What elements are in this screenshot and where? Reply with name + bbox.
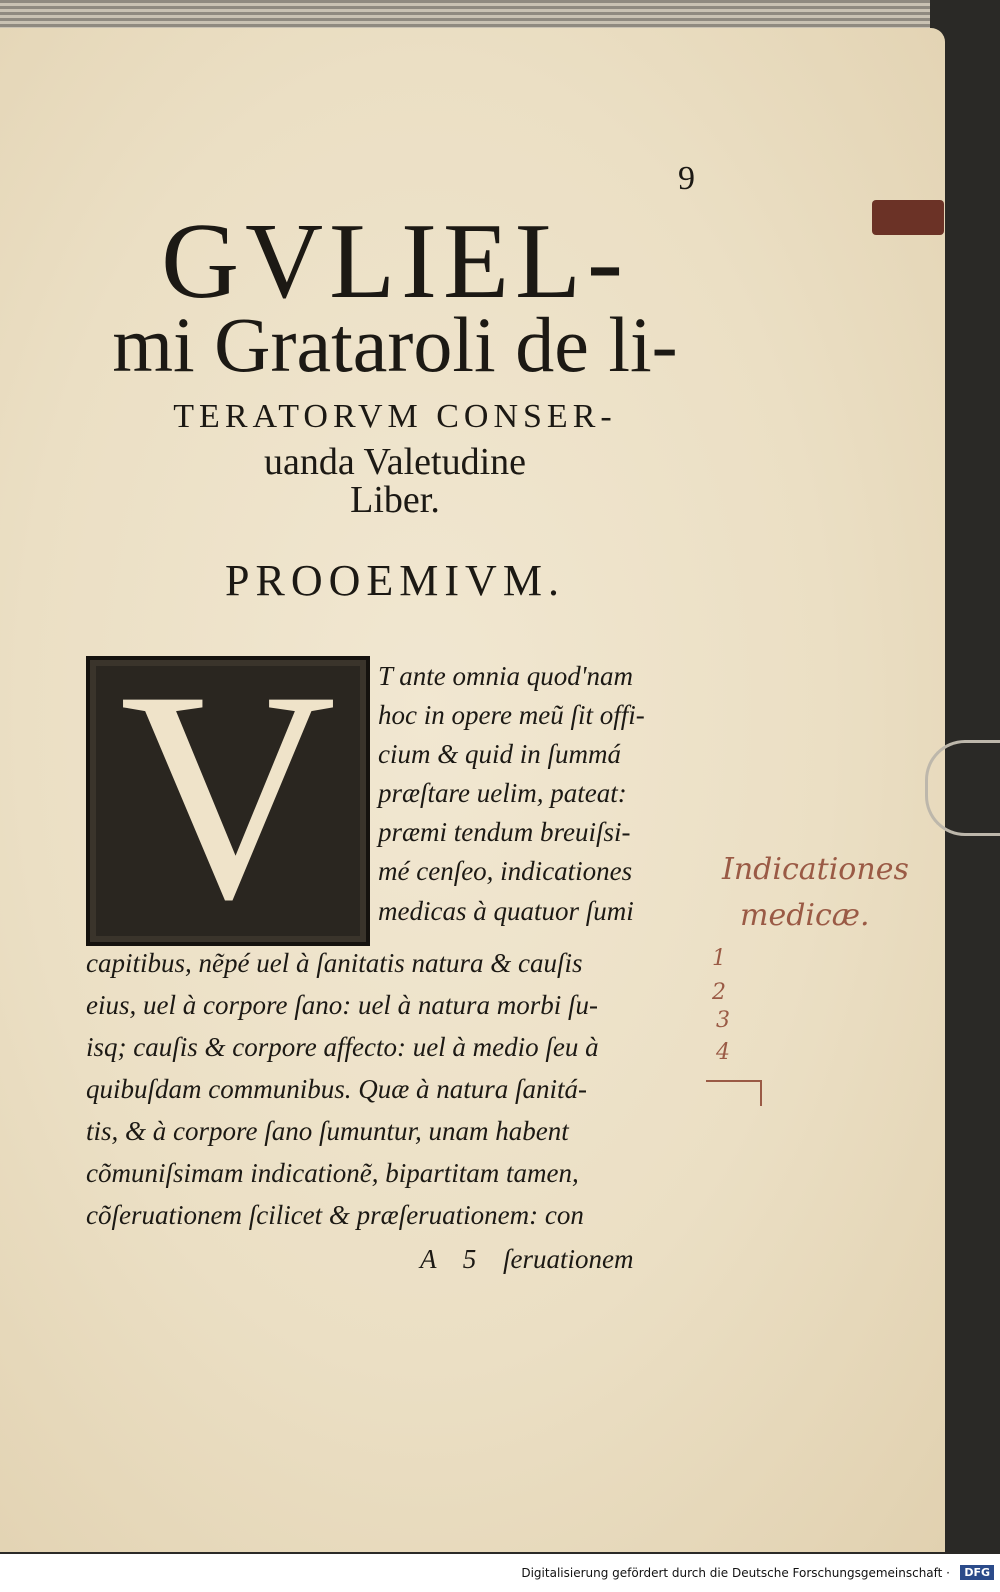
text-line: cium & quid in ſummá bbox=[378, 739, 621, 769]
margin-note-line: Indicationes bbox=[722, 852, 909, 887]
text-line: mé cenſeo, indicationes bbox=[378, 856, 633, 886]
text-line: eius, uel à corpore ſano: uel à natura morbi ſu- bbox=[86, 990, 598, 1020]
text-line: quibuſdam communibus. Quæ à natura ſanitá- bbox=[86, 1074, 588, 1104]
title-line-3: TERATORVM CONSER- bbox=[173, 398, 617, 435]
signature-and-catchword: A 5 ſeruationem bbox=[420, 1244, 634, 1274]
footer-credit: Digitalisierung gefördert durch die Deutsche Forschungsgemeinschaft · bbox=[521, 1566, 950, 1580]
bookmark-tab bbox=[872, 200, 944, 235]
text-line: T ante omnia quod'nam bbox=[378, 661, 634, 691]
text-line: isq; cauſis & corpore affecto: uel à medio ſeu à bbox=[86, 1032, 599, 1062]
margin-number: 4 bbox=[716, 1040, 730, 1065]
section-heading: PROOEMIVM. bbox=[225, 556, 565, 605]
signature-mark: 9 bbox=[678, 160, 695, 197]
margin-number: 3 bbox=[716, 1008, 730, 1033]
text-line: cõmuniſsimam indicationẽ, bipartitam tamen, bbox=[86, 1158, 579, 1188]
text-line: hoc in opere meũ ſit offi- bbox=[378, 700, 645, 730]
text-line: præſtare uelim, pateat: bbox=[378, 778, 627, 808]
initial-letter: V bbox=[119, 629, 337, 961]
margin-bracket bbox=[706, 1080, 762, 1082]
margin-note-line: medicæ. bbox=[740, 898, 870, 933]
title-line-4: uanda Valetudine bbox=[263, 441, 527, 483]
margin-bracket bbox=[760, 1080, 762, 1106]
margin-number: 2 bbox=[712, 980, 726, 1005]
text-line: cõſeruationem ſcilicet & præſeruationem: con bbox=[86, 1200, 584, 1230]
text-line: tis, & à corpore ſano ſumuntur, unam habent bbox=[86, 1116, 569, 1146]
decorated-initial bbox=[86, 629, 370, 961]
text-line: capitibus, nẽpé uel à ſanitatis natura & cauſis bbox=[86, 948, 583, 978]
title-line-5: Liber. bbox=[350, 479, 440, 521]
text-line: medicas à quatuor ſumi bbox=[378, 896, 634, 926]
margin-number: 1 bbox=[712, 946, 726, 971]
page-clip bbox=[925, 740, 1000, 836]
text-line: præmi tendum breuiſsi- bbox=[378, 817, 631, 847]
footer-bar bbox=[0, 1554, 1000, 1592]
title-line-2: mi Grataroli de li- bbox=[112, 301, 678, 388]
title-line-1: GVLIEL- bbox=[161, 202, 629, 321]
dfg-logo: DFG bbox=[960, 1565, 994, 1580]
